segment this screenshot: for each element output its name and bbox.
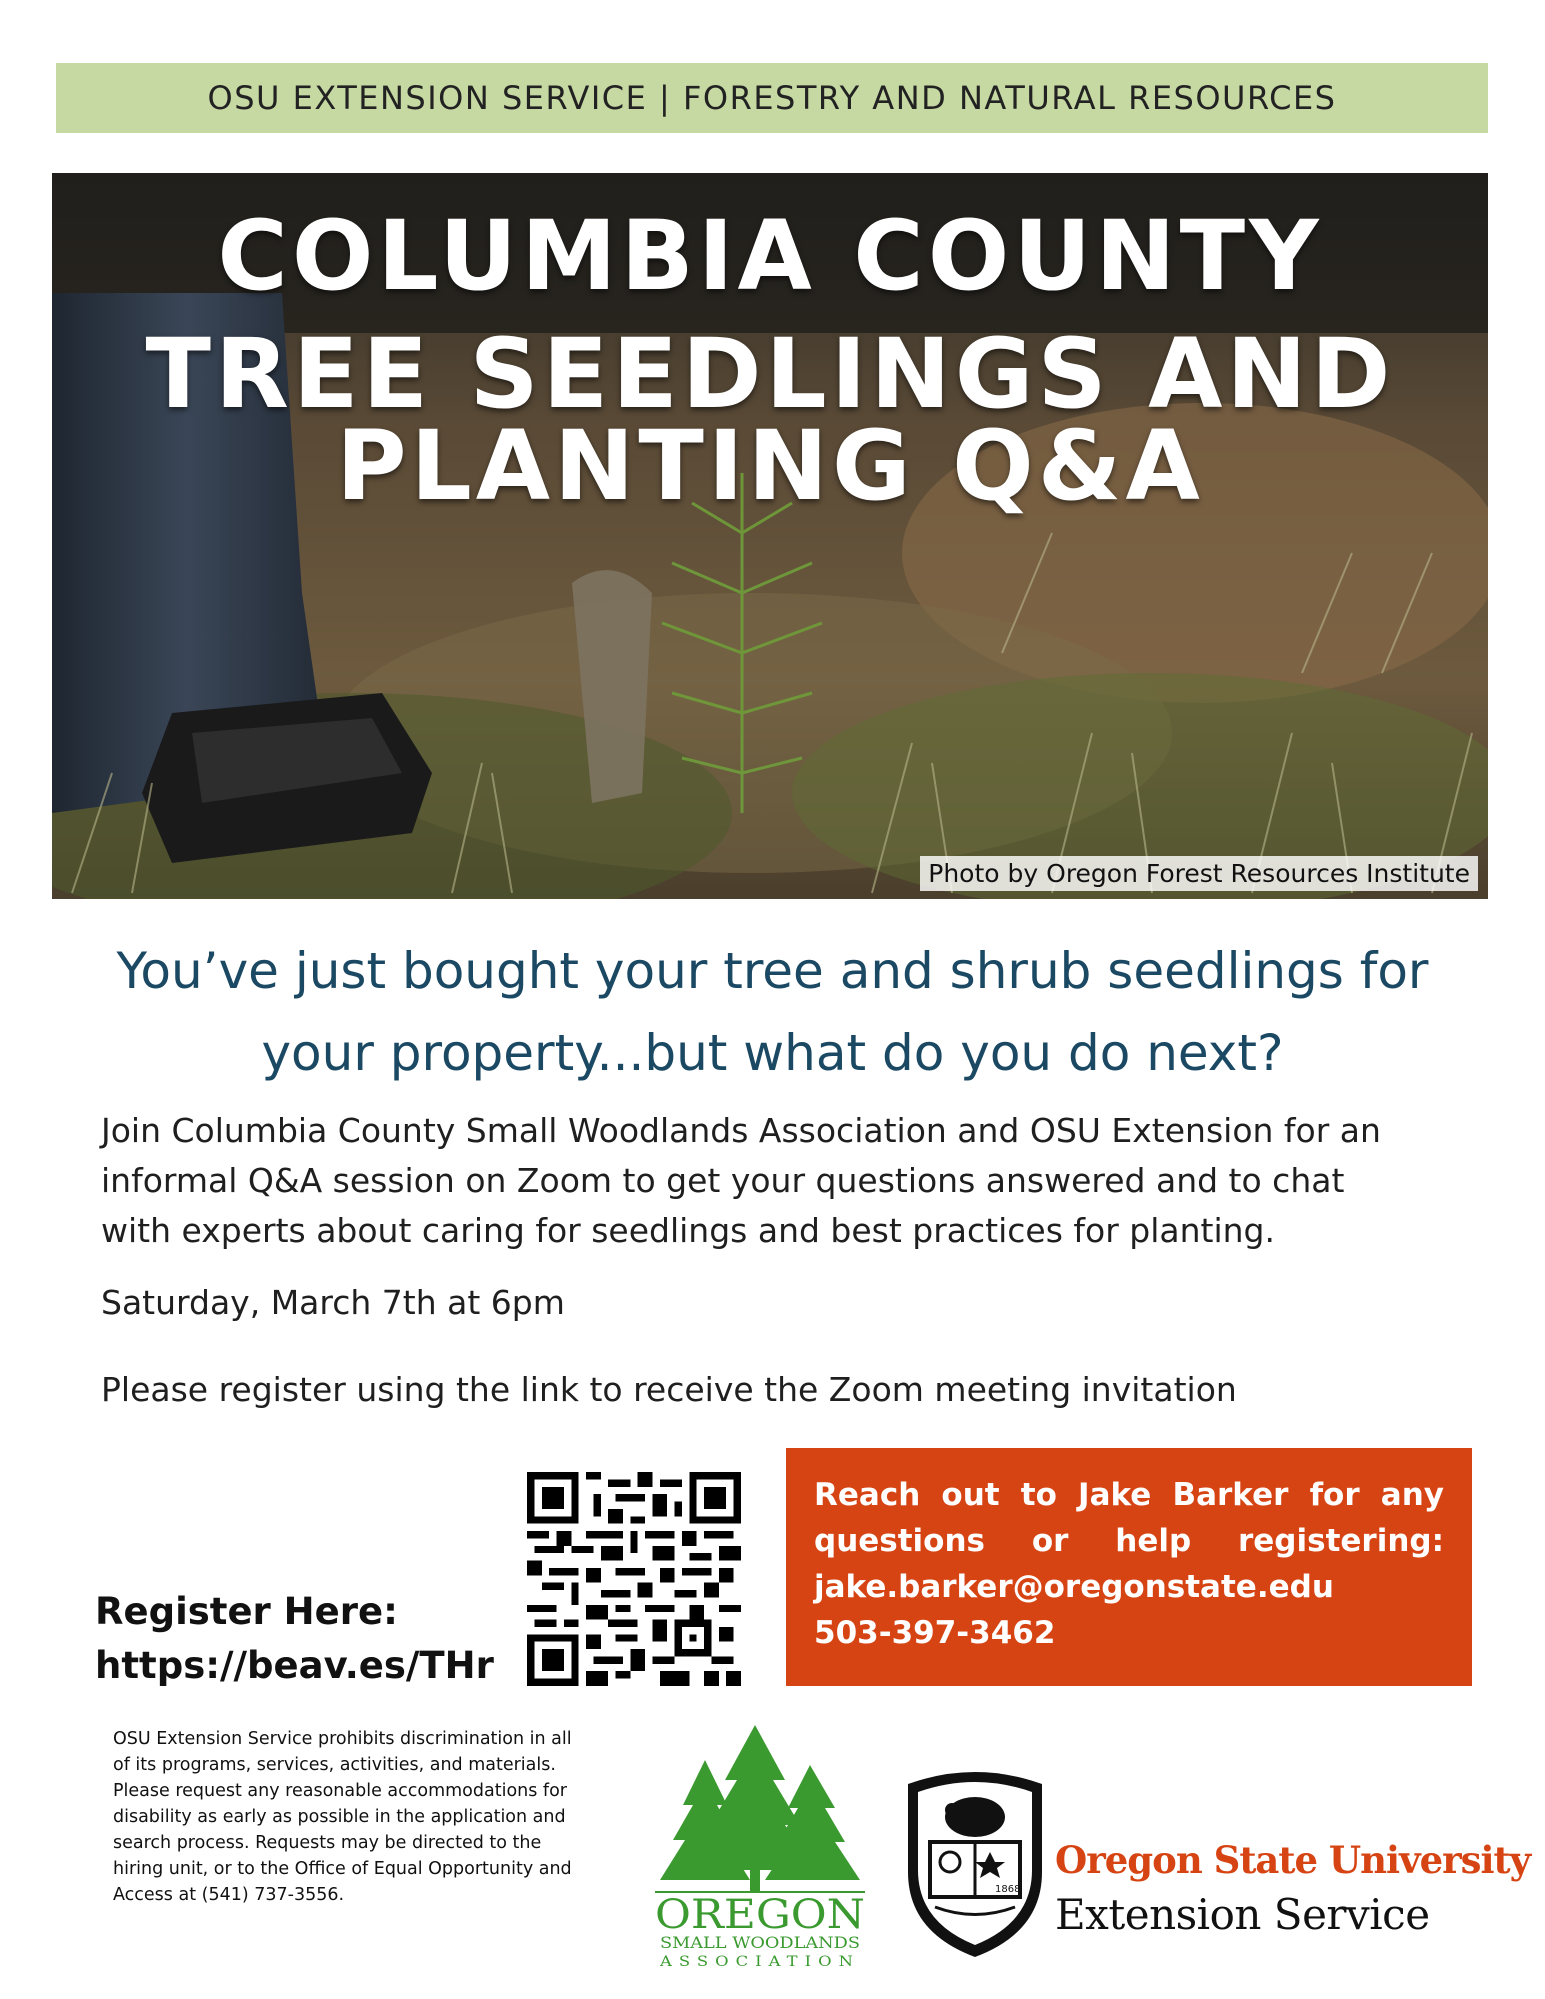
contact-email[interactable]: jake.barker@oregonstate.edu bbox=[814, 1569, 1334, 1605]
qr-code[interactable] bbox=[527, 1472, 741, 1686]
hero-title-line-1: COLUMBIA COUNTY bbox=[217, 200, 1323, 312]
disclaimer-line: OSU Extension Service prohibits discrimination in all bbox=[113, 1729, 572, 1749]
photo-credit: Photo by Oregon Forest Resources Institute bbox=[920, 856, 1478, 891]
disclaimer-line: hiring unit, or to the Office of Equal Opportunity and bbox=[113, 1859, 572, 1879]
oswa-logo bbox=[645, 1720, 875, 1970]
register-block bbox=[95, 1585, 494, 1693]
oswa-logo-sub: SMALL WOODLANDS bbox=[660, 1933, 860, 1952]
disclaimer-line: disability as early as possible in the application and bbox=[113, 1807, 566, 1827]
contact-line-1: Reach out to Jake Barker for any bbox=[814, 1477, 1444, 1513]
lead-line-1: You’ve just bought your tree and shrub seedlings for bbox=[116, 942, 1429, 1000]
disclaimer-line: of its programs, services, activities, and materials. bbox=[113, 1755, 556, 1775]
register-link[interactable]: https://beav.es/THr bbox=[95, 1644, 494, 1687]
oswa-logo-word: OREGON bbox=[655, 1892, 865, 1938]
disclaimer-line: Please request any reasonable accommodations for bbox=[113, 1781, 567, 1801]
register-note: Please register using the link to receive the Zoom meeting invitation bbox=[101, 1370, 1237, 1409]
intro-line-1: Join Columbia County Small Woodlands Association and OSU Extension for an bbox=[101, 1111, 1381, 1150]
register-label: Register Here: bbox=[95, 1590, 398, 1633]
header-text: OSU EXTENSION SERVICE | FORESTRY AND NATURAL RESOURCES bbox=[207, 79, 1337, 117]
event-date: Saturday, March 7th at 6pm bbox=[101, 1283, 565, 1322]
contact-line-2: questions or help registering: bbox=[814, 1523, 1444, 1559]
osu-extension: Extension Service bbox=[1055, 1890, 1430, 1939]
disclaimer-line: search process. Requests may be directed to the bbox=[113, 1833, 542, 1853]
hero-title-line-3: PLANTING Q&A bbox=[336, 410, 1204, 522]
intro-paragraph bbox=[101, 1106, 1501, 1256]
lead-line-2: your property...but what do you do next? bbox=[261, 1024, 1284, 1082]
hero-title-line-2: TREE SEEDLINGS AND bbox=[145, 318, 1395, 430]
osu-seal-year: 1868 bbox=[995, 1884, 1021, 1895]
intro-line-2: informal Q&A session on Zoom to get your questions answered and to chat bbox=[101, 1161, 1345, 1200]
lead-headline bbox=[60, 930, 1485, 1094]
oswa-logo-assoc: ASSOCIATION bbox=[658, 1954, 860, 1970]
contact-box bbox=[786, 1448, 1472, 1686]
disclaimer-line: Access at (541) 737-3556. bbox=[113, 1885, 345, 1905]
contact-phone[interactable]: 503-397-3462 bbox=[814, 1615, 1056, 1651]
hero-photo bbox=[52, 173, 1488, 899]
header-banner bbox=[56, 63, 1488, 133]
osu-name: Oregon State University bbox=[1055, 1838, 1531, 1882]
disclaimer bbox=[113, 1726, 613, 1908]
intro-line-3: with experts about caring for seedlings and best practices for planting. bbox=[101, 1211, 1275, 1250]
